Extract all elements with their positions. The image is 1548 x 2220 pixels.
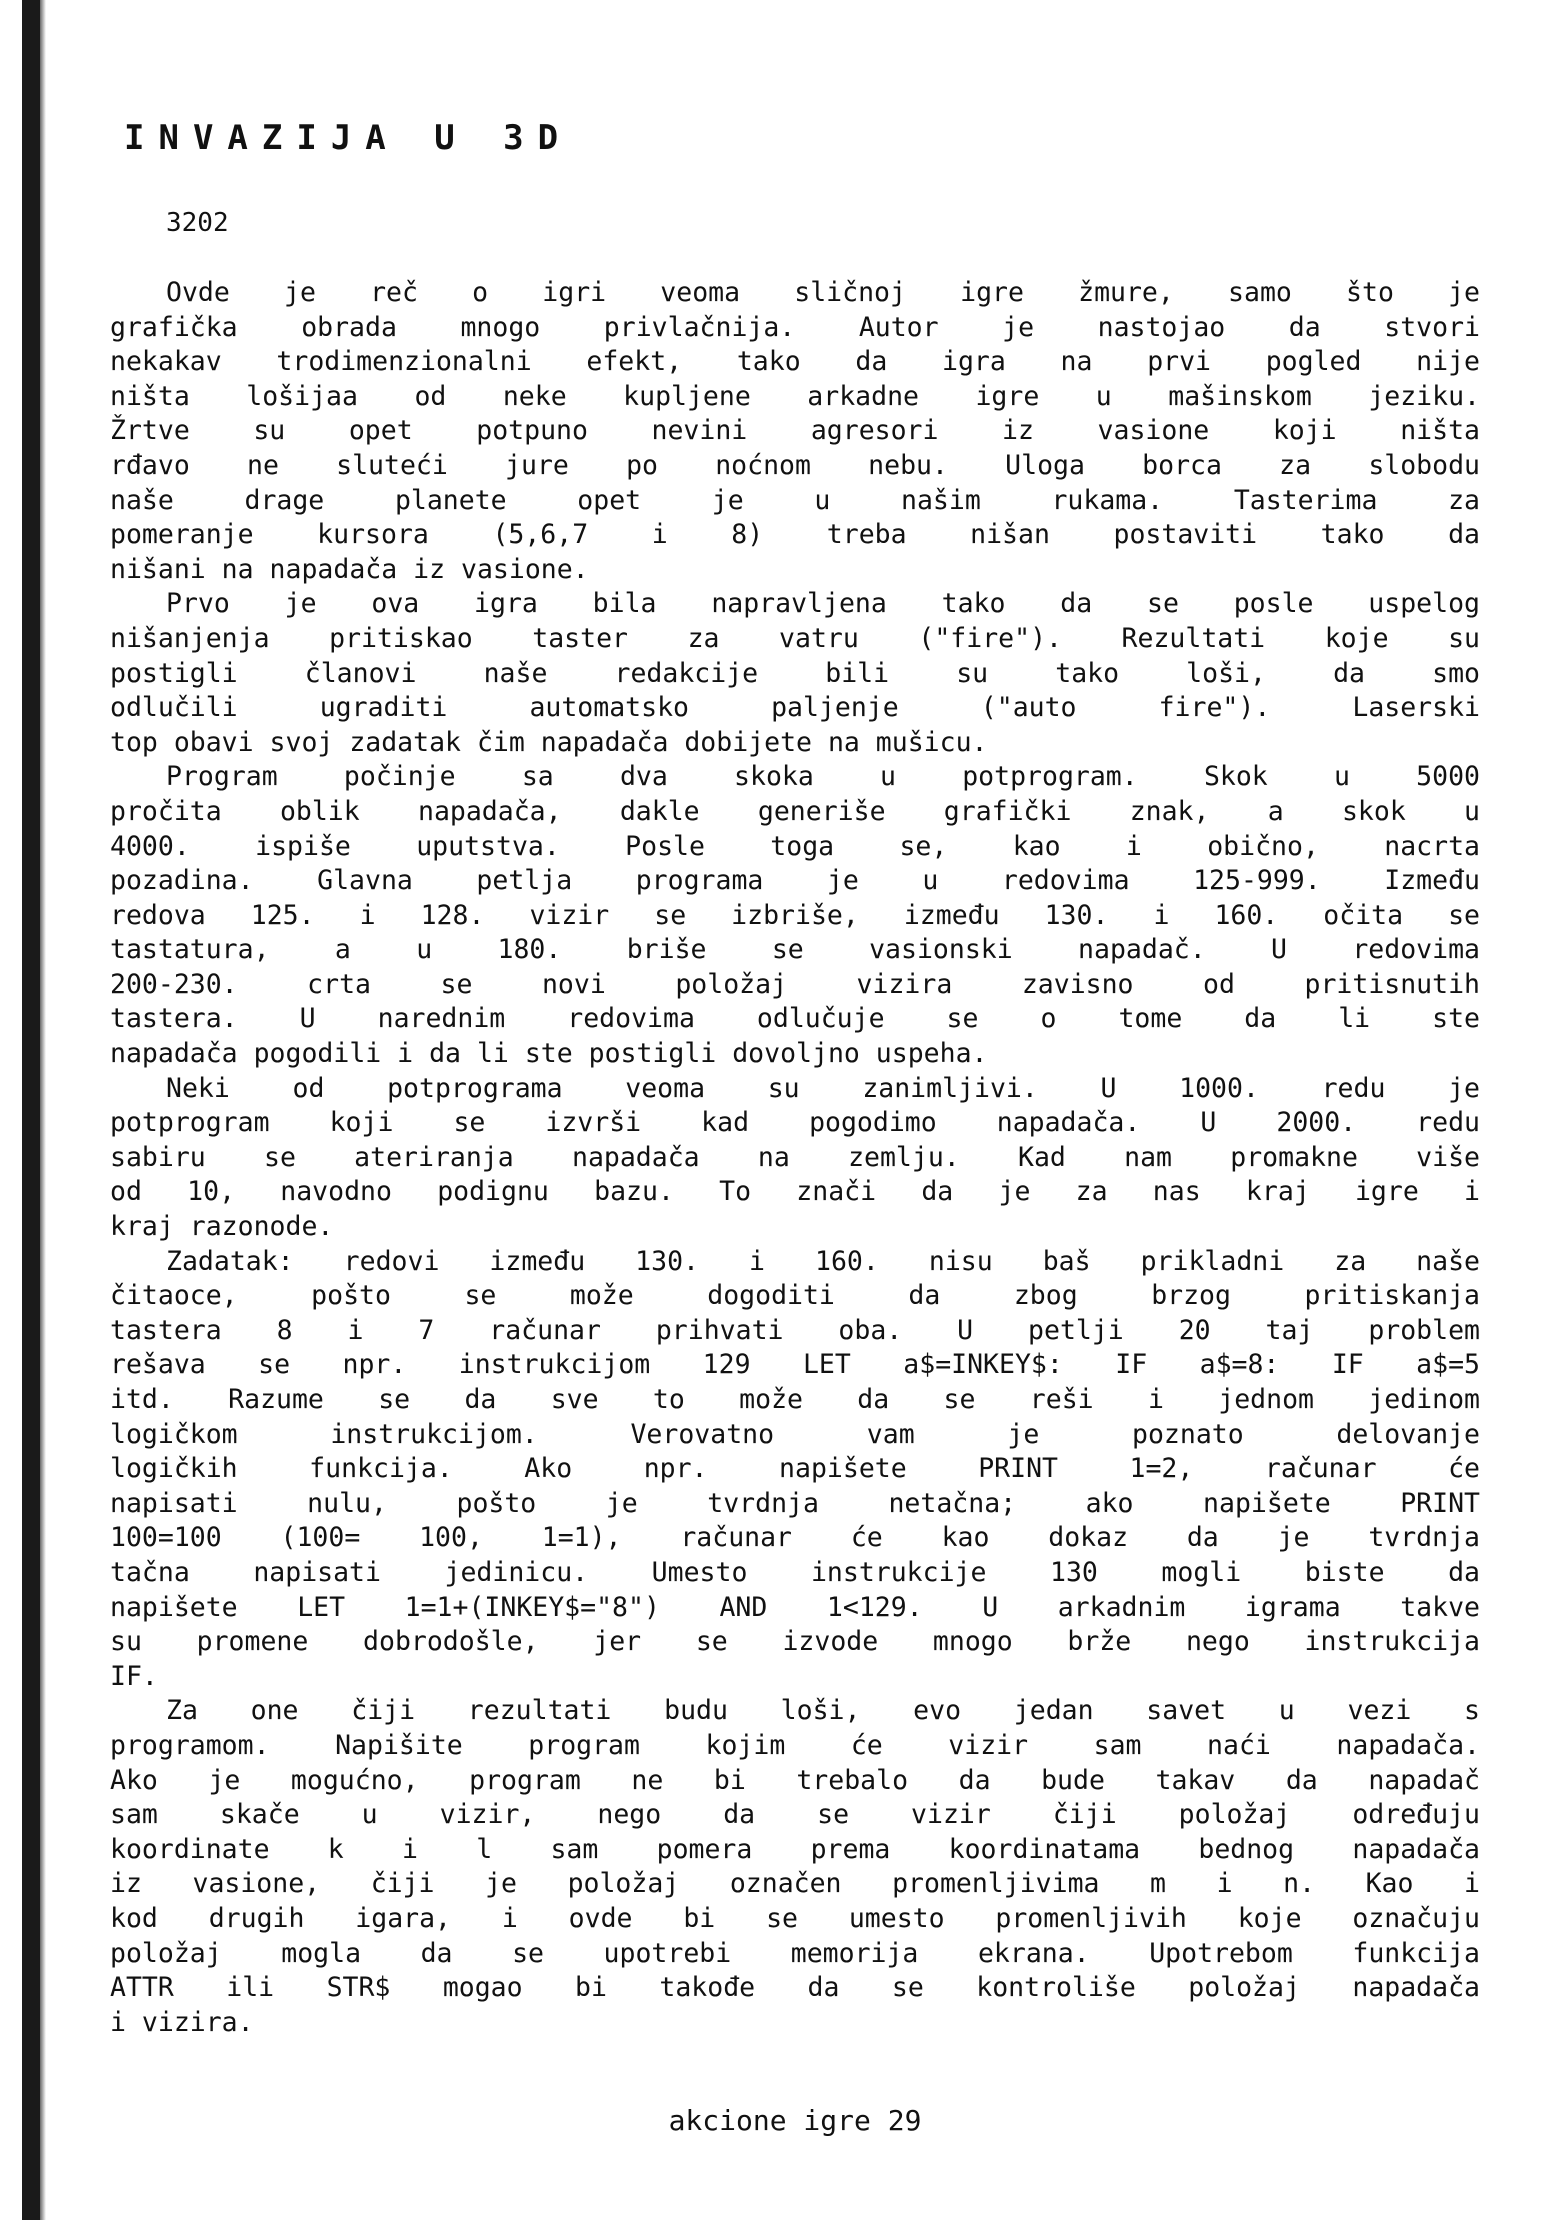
article-line: napisati nulu, pošto je tvrdnja netačna; ako napišete PRINT <box>110 1487 1480 1519</box>
article-line: su promene dobrodošle, jer se izvode mnogo brže nego instrukcija <box>110 1626 1480 1658</box>
article-line: itd. Razume se da sve to može da se reši i jednom jedinom <box>110 1384 1480 1415</box>
article-line: tastera. U narednim redovima odlučuje se o tome da li ste <box>110 1003 1480 1035</box>
article-line: položaj mogla da se upotrebi memorija ekrana. Upotrebom funkcija <box>110 1937 1480 1969</box>
scan-binding-shadow <box>40 0 46 2220</box>
article-line: ništa lošijaa od neke kupljene arkadne igre u mašinskom jeziku. <box>110 380 1480 412</box>
document-page <box>110 0 1480 2220</box>
article-line: Program počinje sa dva skoka u potprogram. Skok u 5000 <box>166 761 1480 793</box>
article-line: nišani na napadača iz vasione. <box>110 553 589 585</box>
article-line: Ovde je reč o igri veoma sličnoj igre žmure, samo što je <box>166 277 1480 308</box>
article-line: iz vasione, čiji je položaj označen promenljivima m i n. Kao i <box>110 1868 1480 1900</box>
scan-binding-edge <box>22 0 40 2220</box>
article-line: Ako je mogućno, program ne bi trebalo da bude takav da napadač <box>110 1764 1480 1796</box>
article-line: potprogram koji se izvrši kad pogodimo napadača. U 2000. redu <box>110 1107 1480 1139</box>
article-line: tačna napisati jedinicu. Umesto instrukcije 130 mogli biste da <box>110 1556 1480 1588</box>
article-line: rešava se npr. instrukcijom 129 LET a$=INKEY$: IF a$=8: IF a$=5 <box>110 1349 1480 1381</box>
article-line: koordinate k i l sam pomera prema koordinatama bednog napadača <box>110 1833 1480 1865</box>
article-line: 4000. ispiše uputstva. Posle toga se, kao i obično, nacrta <box>110 830 1480 862</box>
page-footer: akcione igre 29 <box>668 2104 922 2137</box>
article-line: i vizira. <box>110 2006 254 2038</box>
article-line: naše drage planete opet je u našim rukama. Tasterima za <box>110 484 1480 516</box>
article-line: napadača pogodili i da li ste postigli dovoljno uspeha. <box>110 1038 988 1070</box>
program-code: 3202 <box>166 208 229 238</box>
article-line: Žrtve su opet potpuno nevini agresori iz vasione koji ništa <box>110 415 1480 447</box>
article-line: nišanjenja pritiskao taster za vatru ("fire"). Rezultati koje su <box>110 622 1480 654</box>
article-line: Zadatak: redovi između 130. i 160. nisu baš prikladni za naše <box>166 1245 1480 1277</box>
article-line: odlučili ugraditi automatsko paljenje ("auto fire"). Laserski <box>110 692 1480 724</box>
article-line: nekakav trodimenzionalni efekt, tako da igra na prvi pogled nije <box>110 346 1480 378</box>
article-line: kraj razonode. <box>110 1211 334 1243</box>
article-line: redova 125. i 128. vizir se izbriše, između 130. i 160. očita se <box>110 899 1480 931</box>
article-line: 100=100 (100= 100, 1=1), računar će kao dokaz da je tvrdnja <box>110 1522 1480 1554</box>
article-line: pročita oblik napadača, dakle generiše grafički znak, a skok u <box>110 795 1480 827</box>
article-line: tastatura, a u 180. briše se vasionski napadač. U redovima <box>110 934 1480 966</box>
article-line: rđavo ne sluteći jure po noćnom nebu. Uloga borca za slobodu <box>110 449 1480 481</box>
article-line: postigli članovi naše redakcije bili su tako loši, da smo <box>110 657 1480 689</box>
article-line: logičkih funkcija. Ako npr. napišete PRINT 1=2, računar će <box>110 1453 1480 1485</box>
article-line: tastera 8 i 7 računar prihvati oba. U petlji 20 taj problem <box>110 1314 1480 1346</box>
article-line: Za one čiji rezultati budu loši, evo jedan savet u vezi s <box>166 1695 1480 1727</box>
article-line: pomeranje kursora (5,6,7 i 8) treba nišan postaviti tako da <box>110 519 1480 551</box>
article-line: logičkom instrukcijom. Verovatno vam je poznato delovanje <box>110 1418 1480 1450</box>
article-line: grafička obrada mnogo privlačnija. Autor je nastojao da stvori <box>110 311 1480 343</box>
article-line: 200-230. crta se novi položaj vizira zavisno od pritisnutih <box>110 968 1480 1000</box>
article-line: kod drugih igara, i ovde bi se umesto promenljivih koje označuju <box>110 1902 1480 1934</box>
article-line: ATTR ili STR$ mogao bi takođe da se kontroliše položaj napadača <box>110 1972 1480 2004</box>
article-line: od 10, navodno podignu bazu. To znači da je za nas kraj igre i <box>110 1176 1480 1208</box>
article-line: IF. <box>110 1660 158 1692</box>
article-line: sabiru se ateriranja napadača na zemlju. Kad nam promakne više <box>110 1141 1480 1173</box>
article-line: Neki od potprograma veoma su zanimljivi. U 1000. redu je <box>166 1072 1480 1104</box>
article-line: programom. Napišite program kojim će vizir sam naći napadača. <box>110 1729 1480 1761</box>
article-line: sam skače u vizir, nego da se vizir čiji položaj određuju <box>110 1799 1480 1831</box>
article-line: Prvo je ova igra bila napravljena tako da se posle uspelog <box>166 588 1480 620</box>
article-line: top obavi svoj zadatak čim napadača dobijete na mušicu. <box>110 726 988 758</box>
article-body <box>110 276 1480 2040</box>
page-title: INVAZIJA U 3D <box>124 118 573 158</box>
article-line: čitaoce, pošto se može dogoditi da zbog brzog pritiskanja <box>110 1280 1480 1312</box>
article-line: pozadina. Glavna petlja programa je u redovima 125-999. Između <box>110 865 1480 897</box>
article-line: napišete LET 1=1+(INKEY$="8") AND 1<129. U arkadnim igrama takve <box>110 1591 1480 1623</box>
